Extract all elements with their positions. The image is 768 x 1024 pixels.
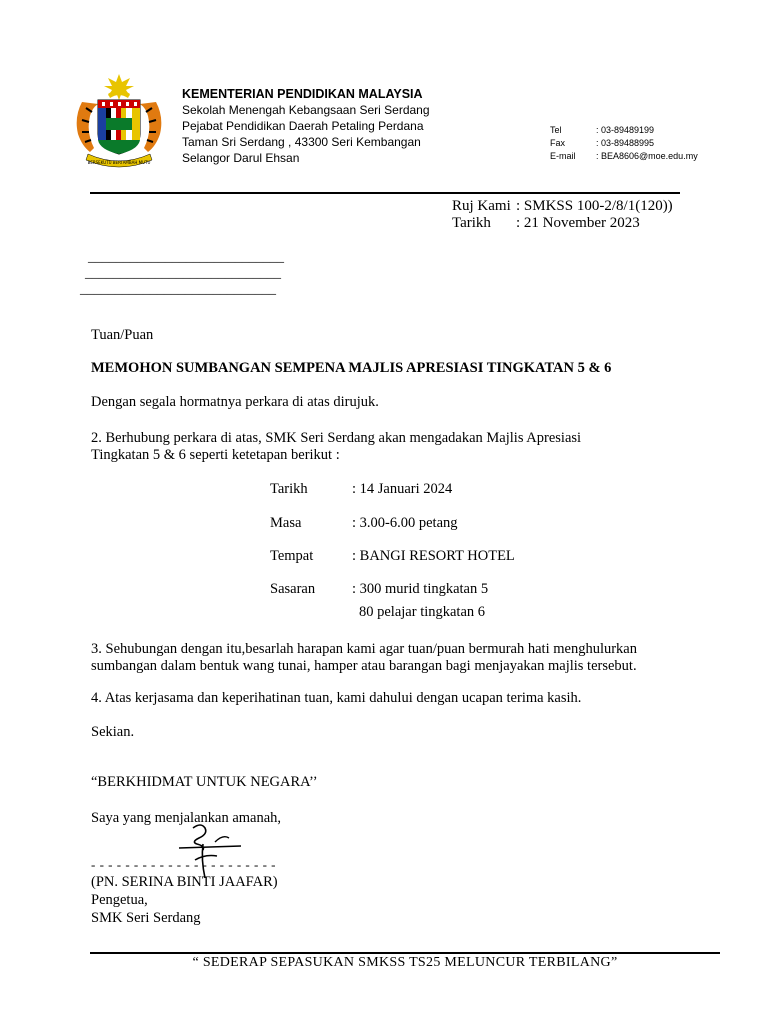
letterhead: [182, 86, 430, 166]
contact-block: [550, 124, 698, 163]
ruj-label: Ruj Kami: [452, 198, 511, 214]
fax-label: Fax: [550, 138, 566, 148]
detail-label: Sasaran: [270, 581, 316, 597]
detail-label: Tempat: [270, 548, 314, 564]
address-blank-line: ____________________________: [80, 282, 276, 297]
address-blank-line: ____________________________: [85, 266, 281, 281]
address-line: Taman Sri Serdang , 43300 Seri Kembangan: [182, 135, 421, 149]
salutation: Tuan/Puan: [91, 327, 154, 343]
fax-value: : 03-89488995: [596, 138, 655, 148]
paragraph-4: 4. Atas kerjasama dan keperihatinan tuan, kami dahului dengan ucapan terima kasih.: [91, 690, 582, 706]
detail-extra: 80 pelajar tingkatan 6: [359, 604, 486, 620]
detail-value: : 300 murid tingkatan 5: [352, 581, 489, 597]
detail-value: : 14 Januari 2024: [352, 481, 453, 497]
detail-label: Tarikh: [270, 481, 308, 497]
subject-heading: MEMOHON SUMBANGAN SEMPENA MAJLIS APRESIASI TINGKATAN 5 & 6: [91, 360, 612, 376]
email-value: : BEA8606@moe.edu.my: [596, 151, 698, 161]
recipient-address: [80, 250, 284, 298]
reference-block: [452, 198, 673, 232]
closing: Sekian.: [91, 724, 135, 740]
detail-label: Masa: [270, 515, 302, 531]
detail-value: : 3.00-6.00 petang: [352, 515, 458, 531]
svg-text:BERSEKUTU BERTAMBAH MUTU: BERSEKUTU BERTAMBAH MUTU: [87, 160, 151, 165]
signatory-school: SMK Seri Serdang: [91, 910, 201, 926]
signatory-name: (PN. SERINA BINTI JAAFAR): [91, 874, 278, 890]
ministry-title: KEMENTERIAN PENDIDIKAN MALAYSIA: [182, 87, 423, 101]
date-value: : 21 November 2023: [516, 215, 640, 231]
tel-value: : 03-89489199: [596, 125, 655, 135]
footer-slogan: “ SEDERAP SEPASUKAN SMKSS TS25 MELUNCUR TERBILANG”: [192, 955, 618, 970]
signature-dashes: - - - - - - - - - - - - - - - - - - - - - -: [91, 857, 276, 872]
header-divider: [90, 192, 680, 194]
paragraph-3-line: sumbangan dalam bentuk wang tunai, hamper atau barangan bagi menjayakan majlis tersebut.: [91, 658, 637, 674]
detail-value: : BANGI RESORT HOTEL: [352, 548, 515, 564]
paragraph-2-line: 2. Berhubung perkara di atas, SMK Seri Serdang akan mengadakan Majlis Apresiasi: [91, 430, 582, 446]
coat-of-arms-icon: [68, 72, 170, 172]
paragraph-2-line: Tingkatan 5 & 6 seperti ketetapan berikut :: [91, 447, 340, 463]
address-blank-line: ____________________________: [88, 250, 284, 265]
motto: “BERKHIDMAT UNTUK NEGARA’’: [91, 774, 318, 790]
paragraph-3-line: 3. Sehubungan dengan itu,besarlah harapan kami agar tuan/puan bermurah hati menghulurkan: [91, 641, 637, 657]
office-name: Pejabat Pendidikan Daerah Petaling Perdana: [182, 119, 424, 133]
ruj-value: : SMKSS 100-2/8/1(120)): [516, 198, 673, 214]
paragraph-1: Dengan segala hormatnya perkara di atas dirujuk.: [91, 394, 379, 410]
email-label: E-mail: [550, 151, 576, 161]
paragraph-2: [91, 430, 581, 464]
signatory-position: Pengetua,: [91, 892, 148, 908]
date-label: Tarikh: [452, 215, 491, 231]
paragraph-3: [91, 641, 637, 675]
tel-label: Tel: [550, 125, 562, 135]
state-line: Selangor Darul Ehsan: [182, 151, 300, 165]
school-name: Sekolah Menengah Kebangsaan Seri Serdang: [182, 103, 430, 117]
amanah-line: Saya yang menjalankan amanah,: [91, 810, 282, 826]
footer-divider: [90, 952, 720, 954]
